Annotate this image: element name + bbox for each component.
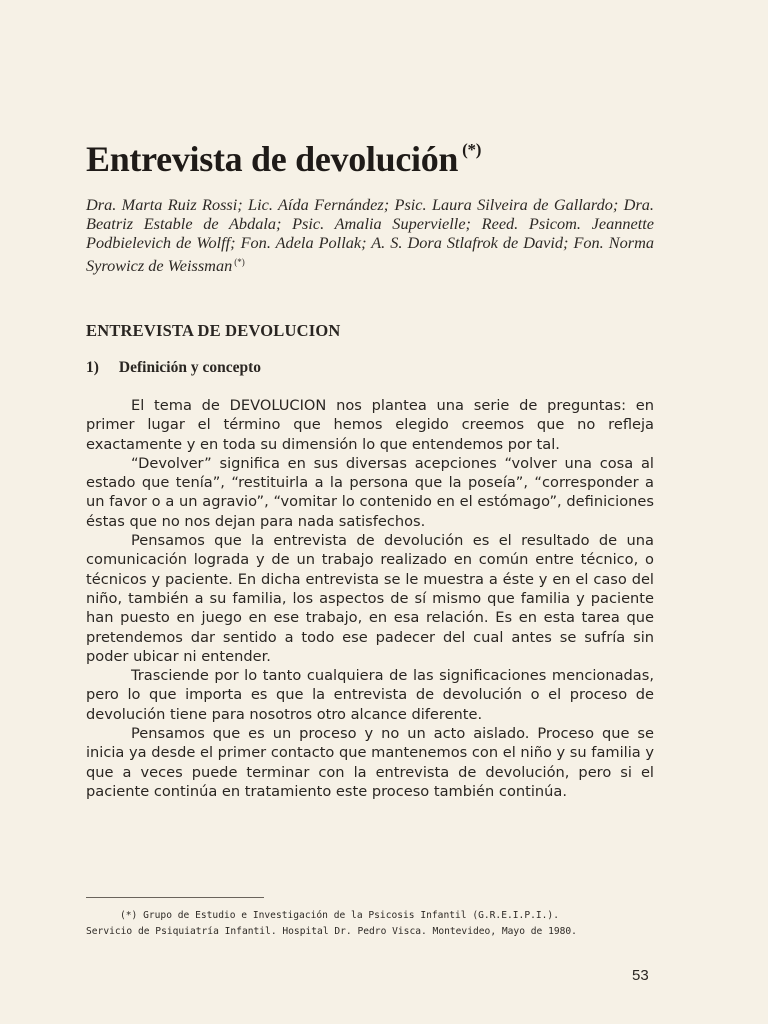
footnote-divider — [86, 897, 264, 898]
paragraph: Trasciende por lo tanto cualquiera de las significaciones mencionadas, pero lo que importa es que la entrevista de devolución o el proceso de devolución tiene para nosotros otro alcance diferente. — [86, 667, 654, 723]
author-list — [86, 195, 654, 275]
footnote-line: (*) Grupo de Estudio e Investigación de la Psicosis Infantil (G.R.E.I.P.I.). — [120, 910, 559, 921]
subsection-title: Definición y concepto — [118, 359, 261, 376]
paragraph: El tema de DEVOLUCION nos plantea una serie de preguntas: en primer lugar el término que hemos elegido creemos que no refleja exactamente y en toda su dimensión lo que entendemos por tal. — [86, 397, 654, 453]
page-number: 53 — [632, 967, 649, 984]
footnote — [86, 908, 654, 939]
author-list-text: Dra. Marta Ruiz Rossi; Lic. Aída Fernández; Psic. Laura Silveira de Gallardo; Dra. Beatriz Estable de Abdala; Psic. Amalia Supervielle; Reed. Psicom. Jeannette Podbielevich de Wolff; Fon. Adela Pollak; A. S. Dora Stlafrok de David; Fon. Norma Syrowicz de Weissman — [86, 195, 654, 275]
paragraph: “Devolver” significa en sus diversas acepciones “volver una cosa al estado que tenía”, “restituirla a la persona que la poseía”, “corresponder a un favor o a un agravio”, “vomitar lo contenido en el estómago”, definiciones éstas que no nos dejan para nada satisfechos. — [86, 454, 654, 530]
subsection-heading — [86, 359, 261, 377]
paragraph: Pensamos que es un proceso y no un acto aislado. Proceso que se inicia ya desde el primer contacto que mantenemos con el niño y su familia y que a veces puede terminar con la entrevista de devolución, pero si el paciente continúa en tratamiento este proceso también continúa. — [86, 725, 654, 800]
subsection-number: 1) — [86, 359, 99, 376]
section-heading: ENTREVISTA DE DEVOLUCION — [86, 321, 341, 340]
paragraph: Pensamos que la entrevista de devolución es el resultado de una comunicación lograda y de un trabajo realizado en común entre técnico, o técnicos y paciente. En dicha entrevista se le muestra a éste y en el caso del niño, también a su familia, los aspectos de sí mismo que familia y paciente han puesto en juego en ese trabajo, en esa relación. Es en esta tarea que pretendemos dar sentido a todo ese padecer del cual antes se sufría sin poder ubicar ni entender. — [86, 532, 654, 665]
article-title-text: Entrevista de devolución — [86, 139, 459, 179]
authors-footnote-marker: (*) — [234, 256, 245, 267]
footnote-line: Servicio de Psiquiatría Infantil. Hospital Dr. Pedro Visca. Montevideo, Mayo de 1980. — [86, 925, 577, 937]
body-text — [86, 396, 654, 801]
title-footnote-marker: (*) — [462, 140, 482, 159]
article-title — [86, 138, 481, 180]
